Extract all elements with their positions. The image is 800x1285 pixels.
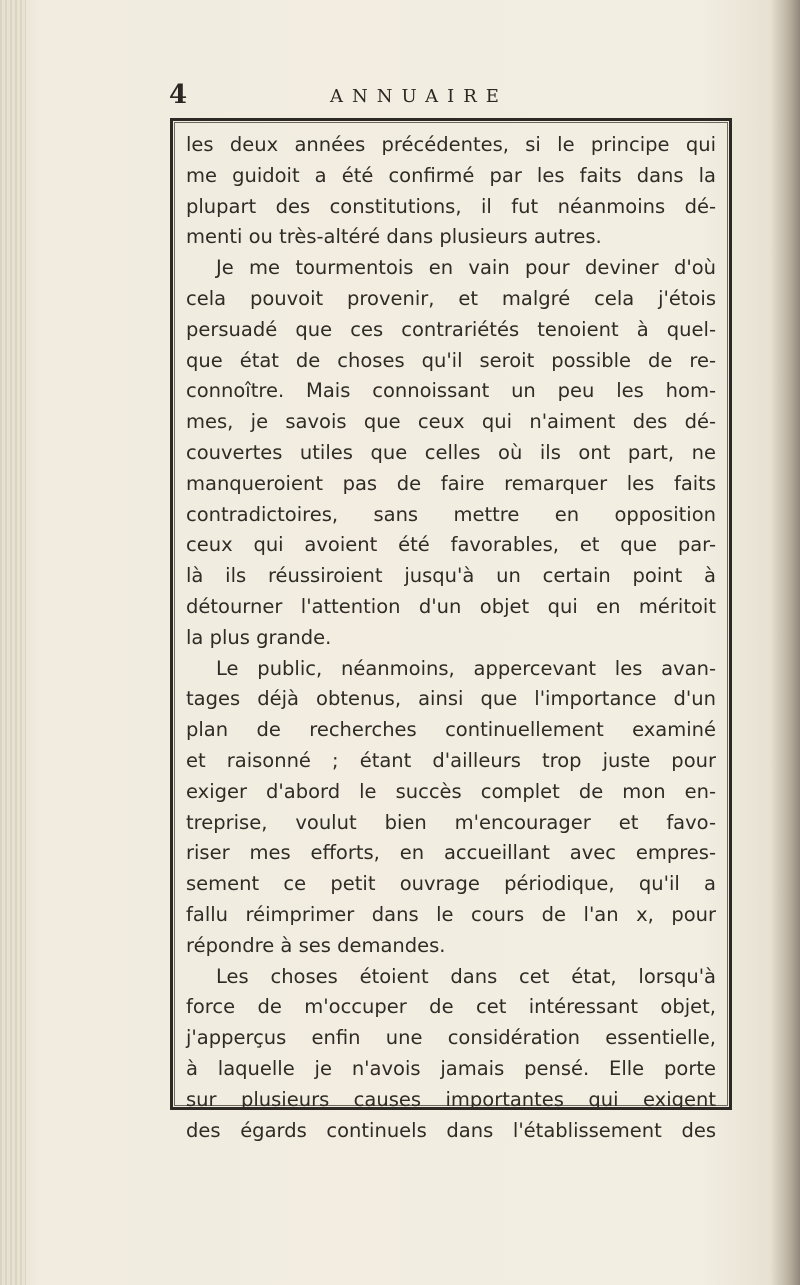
text-line: les deux années précédentes, si le principe qui bbox=[186, 133, 716, 156]
text-line: répondre à ses demandes. bbox=[186, 933, 446, 957]
text-line: détourner l'attention d'un objet qui en méritoit bbox=[186, 594, 716, 618]
text-line: j'apperçus enfin une considération essentielle, bbox=[186, 1026, 716, 1050]
text-line: tages déjà obtenus, ainsi que l'importance d'un bbox=[186, 687, 716, 711]
text-line: plan de recherches continuellement examiné bbox=[186, 718, 716, 742]
text-line: fallu réimprimer dans le cours de l'an x, pour bbox=[186, 902, 716, 926]
text-line: treprise, voulut bien m'encourager et favo- bbox=[186, 810, 716, 834]
text-line: la plus grande. bbox=[186, 625, 332, 649]
text-line: couvertes utiles que celles où ils ont part, ne bbox=[186, 440, 716, 464]
text-line: Je me tourmentois en vain pour deviner d'où bbox=[216, 256, 716, 280]
text-line: persuadé que ces contrariétés tenoient à quel- bbox=[186, 317, 716, 341]
text-line: contradictoires, sans mettre en opposition bbox=[186, 502, 716, 526]
text-line: cela pouvoit provenir, et malgré cela j'étois bbox=[186, 286, 716, 310]
text-line: riser mes efforts, en accueillant avec empres- bbox=[186, 841, 716, 865]
text-line: plupart des constitutions, il fut néanmoins dé- bbox=[186, 194, 716, 218]
text-line: exiger d'abord le succès complet de mon en- bbox=[186, 779, 716, 803]
text-line: mes, je savois que ceux qui n'aiment des dé- bbox=[186, 410, 716, 434]
body-text bbox=[186, 130, 716, 1146]
text-line: là ils réussiroient jusqu'à un certain point à bbox=[186, 564, 716, 588]
text-line: des égards continuels dans l'établissement des bbox=[186, 1118, 716, 1142]
text-line: et raisonné ; étant d'ailleurs trop juste pour bbox=[186, 748, 716, 772]
text-line: à laquelle je n'avois jamais pensé. Elle porte bbox=[186, 1056, 716, 1080]
text-line: menti ou très-altéré dans plusieurs autres. bbox=[186, 225, 602, 249]
text-line: sement ce petit ouvrage périodique, qu'il a bbox=[186, 872, 716, 896]
page-number: 4 bbox=[169, 80, 188, 110]
text-line: force de m'occuper de cet intéressant objet, bbox=[186, 995, 716, 1019]
page-header bbox=[165, 80, 735, 112]
text-line: manqueroient pas de faire remarquer les faits bbox=[186, 471, 716, 495]
text-line: Le public, néanmoins, appercevant les avan- bbox=[216, 656, 716, 680]
text-line: connoître. Mais connoissant un peu les hom- bbox=[186, 379, 716, 403]
text-line: ceux qui avoient été favorables, et que par- bbox=[186, 533, 716, 557]
text-line: que état de choses qu'il seroit possible de re- bbox=[186, 348, 716, 372]
text-line: Les choses étoient dans cet état, lorsqu'à bbox=[216, 964, 716, 988]
text-line: me guidoit a été confirmé par les faits dans la bbox=[186, 163, 716, 187]
binding-edge bbox=[0, 0, 26, 1285]
text-line: sur plusieurs causes importantes qui exigent bbox=[186, 1087, 716, 1111]
running-head: ANNUAIRE bbox=[330, 86, 508, 107]
